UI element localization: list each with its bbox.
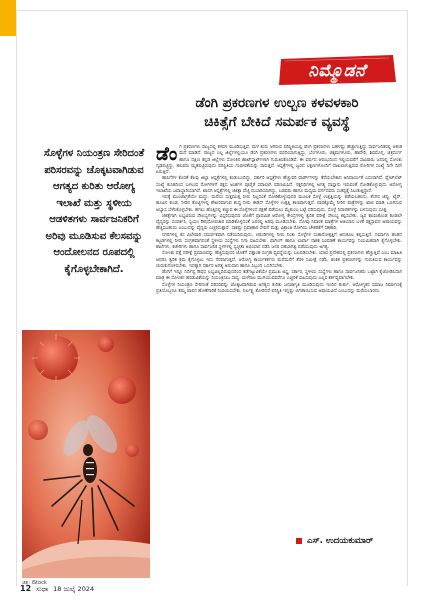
pull-quote: ಸೊಳ್ಳೆಗಳ ನಿಯಂತ್ರಣ ಸೇರಿದಂತೆ ಪರಿಸರವನ್ನು ಚೊಕ್ಕಟವಾಗಿಡುವ ಆಗತ್ಯದ ಕುರಿತು ಆರೋಗ್ಯ ಇಲಾಖೆ ಮತ್ತು ಸ್ಥಳೀಯ ಆಡಳಿತಗಳು ಸಾರ್ವಜನಿಕರಿಗೆ ಅರಿವು ಮೂಡಿಸುವ ಕೆಲಸವನ್ನು ಆಂದೋಲನದ ರೂಪದಲ್ಲಿ ಕೈಗೊಳ್ಳಬೇಕಾಗಿದೆ. xyxy=(43,148,145,275)
section-banner xyxy=(275,52,399,88)
article-paragraph: ಸೊಳ್ಳೆಗಳ ನಿಯಂತ್ರಣ ಸೇರಿದಂತೆ ಪರಿಸರವನ್ನು ಚೊಕ್ಕಟವಾಗಿಡುವ ಅಗತ್ಯದ ಕುರಿತು ಜನಜಾಗೃತಿ ಮೂಡಿಸುವುದು ಇಂದಿನ ತುರ್ತು. ಆರೋಗ್ಯಕರ ಸಮಾಜ ನಿರ್ಮಾಣಕ್ಕೆ ಪ್ರತಿಯೊಬ್ಬರೂ ತಮ್ಮ ಪಾಲಿನ ಹೊಣೆಗಾರಿಕೆ ನಿಭಾಯಿಸಬೇಕು. ನಿರ್ಲಕ್ಷ್ಯ ತೋರಿದರೆ ಪರಿಸ್ಥಿತಿ ಇನ್ನಷ್ಟು ಬಿಗಡಾಯಿಸುವ ಅಪಾಯವಿದೆ ಎಂಬುದನ್ನು ಮರೆಯಬಾರದು. xyxy=(156,282,402,294)
page-number: 12 xyxy=(20,584,32,593)
article-paragraph: ಸೋಂಕು ಪತ್ತೆ ಪರೀಕ್ಷೆ ಪ್ರಮಾಣವನ್ನು ಹೆಚ್ಚಿಸುವುದರ ಜೊತೆಗೆ ದತ್ತಾಂಶ ಸಂಗ್ರಹ ವ್ಯವಸ್ಥೆಯನ್ನು ಬಲಪಡಿಸಬೇಕು. ಯಾವ ಪ್ರದೇಶದಲ್ಲಿ ಪ್ರಕರಣಗಳು ಹೆಚ್ಚುತ್ತಿವೆ ಎಂಬ ಮಾಹಿತಿ ಆಧರಿಸಿ ತ್ವರಿತ ಕ್ರಮ ಕೈಗೊಳ್ಳಲು ಇದು ನೆರವಾಗುತ್ತದೆ. ಆರೋಗ್ಯ ಕಾರ್ಯಕರ್ತರು ಮನೆಮನೆಗೆ ತೆರಳಿ ಸಮೀಕ್ಷೆ ನಡೆಸಿ, ಶಂಕಿತ ಪ್ರಕರಣಗಳನ್ನು ಗುರುತಿಸುವ ಕಾರ್ಯವನ್ನು ಚುರುಕುಗೊಳಿಸಬೇಕು. ಇದಕ್ಕಾಗಿ ಸರ್ಕಾರ ಅಗತ್ಯ ಅನುದಾನ ಹಾಗೂ ಸಿಬ್ಬಂದಿ ಒದಗಿಸಬೇಕು. xyxy=(156,251,402,269)
article-headline xyxy=(150,94,404,132)
headline-line-2: ಚಿಕಿತ್ಸೆಗೆ ಬೇಕಿದೆ ಸಮರ್ಪಕ ವ್ಯವಸ್ಥೆ xyxy=(204,114,350,130)
article-paragraph: ಡೆಂಗಿ ಪ್ರಕರಣಗಳು ರಾಜ್ಯದಲ್ಲಿ ಕಳವಳ ಮೂಡಿಸುತ್ತಿವೆ. ಮಳೆ ಶುರು ಆಗಿರುವ ಪರಿಸ್ಥಿತಿಯಲ್ಲಿ ಡೆಂಗಿ ಪ್ರಕರಣಗಳು ಬಹಳಷ್ಟು ಹೆಚ್ಚಾಗುತ್ತಿದ್ದು ಸಾರ್ವಜನಿಕರಲ್ಲಿ ಆತಂಕ ಮನೆ ಮಾಡಿದೆ. ರಾಜ್ಯದ ಎಲ್ಲ ಜಿಲ್ಲೆಗಳಲ್ಲಿಯೂ ಡೆಂಗಿ ಪ್ರಕರಣಗಳು ವರದಿಯಾಗುತ್ತಿದ್ದು, ಬೆಂಗಳೂರು, ಚಿಕ್ಕಮಗಳೂರು, ಹಾವೇರಿ, ಶಿವಮೊಗ್ಗ, ಚಿತ್ರದುರ್ಗ ಹಾಗೂ ದಕ್ಷಿಣ ಕನ್ನಡ ಜಿಲ್ಲೆಗಳು ಸೋಂಕಿನ ಹಾಟ್‌ಸ್ಪಾಟ್‌ಗಳಾಗಿ ಗುರುತಿಸಿಕೊಂಡಿವೆ. ಈ ವರ್ಷದ ಆರಂಭದಿಂದ ಇಲ್ಲಿಯವರೆಗೆ ಸಾವಿರಾರು ಜನರಲ್ಲಿ ಸೋಂಕು ದೃಢಪಟ್ಟಿದ್ದು, ಹಲವರು ಮೃತಪಟ್ಟಿರುವುದು ಪರಿಸ್ಥಿತಿಯ ಗಂಭೀರತೆಯನ್ನು ಸಾರುತ್ತದೆ. ಆಸ್ಪತ್ರೆಗಳಲ್ಲಿ ಜ್ವರದ ಲಕ್ಷಣಗಳೊಂದಿಗೆ ದಾಖಲಾಗುತ್ತಿರುವ ರೋಗಿಗಳ ಸಂಖ್ಯೆ ದಿನೇ ದಿನೇ ಏರುತ್ತಿದೆ. xyxy=(156,145,402,175)
left-border xyxy=(16,10,17,586)
section-title: ನಿಮ್ಮೊಡನೆ xyxy=(308,61,366,81)
photo-credit: ಚಿತ್ರ: iStock xyxy=(22,580,47,586)
top-border xyxy=(16,10,408,11)
article-paragraph: ಚಿಕಿತ್ಸೆಗಾಗಿ ಲಭ್ಯವಿರುವ ಸೌಲಭ್ಯಗಳನ್ನು ವಿಸ್ತರಿಸುವುದರ ಜೊತೆಗೆ ಪ್ರಾಥಮಿಕ ಆರೋಗ್ಯ ಕೇಂದ್ರಗಳಲ್ಲಿ ತ್ವರಿತ ಪರೀಕ್ಷೆ ಸೌಲಭ್ಯ ಕಲ್ಪಿಸಬೇಕು. ಜ್ವರ ಕಾಣಿಸಿಕೊಂಡ ಕೂಡಲೇ ವೈದ್ಯರನ್ನು ಸಂಪರ್ಕಿಸಿ, ಸ್ವಯಂ ಔಷಧೋಪಚಾರ ಮಾಡಿಕೊಳ್ಳದಂತೆ ಜನರಲ್ಲಿ ಅರಿವು ಮೂಡಿಸಬೇಕು. ನೋವು ನಿವಾರಕ ಮಾತ್ರೆಗಳ ಅತಿಯಾದ ಬಳಕೆ ರಕ್ತಸ್ರಾವದ ಅಪಾಯವನ್ನು ಹೆಚ್ಚಿಸಬಹುದು ಎಂಬುದನ್ನು ವೈದ್ಯರು ಎಚ್ಚರಿಸುತ್ತಾರೆ. ಸಾಕಷ್ಟು ದ್ರವಾಹಾರ ಸೇವನೆ ಮತ್ತು ವಿಶ್ರಾಂತಿ ರೋಗಿಯ ಚೇತರಿಕೆಗೆ ಸಹಕಾರಿ. xyxy=(156,213,402,232)
author-name: ಎಸ್. ಉದಯಕುಮಾರ್ xyxy=(307,536,374,546)
headline-line-1: ಡೆಂಗಿ ಪ್ರಕರಣಗಳ ಉಲ್ಬಣ ಕಳವಳಕಾರಿ xyxy=(195,95,359,111)
drop-cap: ಡೆಂ xyxy=(156,145,178,165)
right-border xyxy=(407,10,408,586)
article-paragraph: ನಗರಗಳಲ್ಲಿ ಕಸ ವಿಲೇವಾರಿ ಸಮರ್ಪಕವಾಗಿ ನಡೆಯದಿರುವುದು, ಚರಂಡಿಗಳಲ್ಲಿ ನೀರು ನಿಂತು ಸೊಳ್ಳೆಗಳ ಸಂತಾನೋತ್ಪತ್ತಿಗೆ ಅನುಕೂಲ ಕಲ್ಪಿಸುತ್ತಿದೆ. ನಿರ್ಮಾಣ ಹಂತದ ಕಟ್ಟಡಗಳಲ್ಲಿ ನೀರು ಸಂಗ್ರಹವಾಗದಂತೆ ಸ್ಥಳೀಯ ಸಂಸ್ಥೆಗಳು ನಿಗಾ ವಹಿಸಬೇಕು. ಫಾಗಿಂಗ್ ಹಾಗೂ ಲಾರ್ವಾ ನಾಶಕ ಸಿಂಪಡಣೆ ಕಾರ್ಯವನ್ನು ನಿಯಮಿತವಾಗಿ ಕೈಗೊಳ್ಳಬೇಕು. ಶಾಲೆಗಳು, ಕಚೇರಿಗಳು ಹಾಗೂ ಸಾರ್ವಜನಿಕ ಸ್ಥಳಗಳಲ್ಲಿ ಸ್ವಚ್ಛತಾ ಅಭಿಯಾನ ನಡೆಸಿ ಜನರ ಸಹಭಾಗಿತ್ವ ಪಡೆಯುವುದು ಅಗತ್ಯ. xyxy=(156,232,402,250)
page-footer xyxy=(20,584,94,594)
article-paragraph: ಹಾಸಿಗೆಗಳ ಕೊರತೆ ಕೆಲವು ಜಿಲ್ಲಾ ಆಸ್ಪತ್ರೆಗಳಲ್ಲಿ ಕಂಡುಬಂದಿದ್ದು, ಸರ್ಕಾರಿ ಆಸ್ಪತ್ರೆಗಳು ಹೆಚ್ಚುವರಿ ವಾರ್ಡ್‌ಗಳನ್ನು ತೆರೆಯಬೇಕಾದ ಅನಿವಾರ್ಯತೆ ಎದುರಾಗಿದೆ. ಪ್ಲೇಟ್‌ಲೆಟ್ ಸಂಖ್ಯೆ ಕುಸಿತದಿಂದ ಬಳಲುವ ರೋಗಿಗಳಿಗೆ ರಕ್ತದ ಅಂಶಗಳ ಪೂರೈಕೆ ಸವಾಲಾಗಿ ಪರಿಣಮಿಸಿದೆ. ರಕ್ತನಿಧಿಗಳಲ್ಲಿ ಅಗತ್ಯ ದಾಸ್ತಾನು ಇರುವಂತೆ ನೋಡಿಕೊಳ್ಳುವುದು ಆರೋಗ್ಯ ಇಲಾಖೆಯ ಜವಾಬ್ದಾರಿಯಾಗಿದೆ. ಖಾಸಗಿ ಆಸ್ಪತ್ರೆಗಳಲ್ಲಿ ಚಿಕಿತ್ಸಾ ವೆಚ್ಚ ದುಬಾರಿಯಾಗಿದ್ದು, ಬಡವರು ಹಾಗೂ ಮಧ್ಯಮ ವರ್ಗದವರು ಸಂಕಷ್ಟಕ್ಕೆ ಸಿಲುಕುತ್ತಿದ್ದಾರೆ. xyxy=(156,176,402,194)
dengue-mosquito-photo xyxy=(22,330,150,578)
article-paragraph: ಇದಕ್ಕೆ ಮುಂಜಾಗ್ರತೆಯೇ ಮದ್ದು. ಮನೆಯ ಸುತ್ತಮುತ್ತ ನೀರು ನಿಲ್ಲದಂತೆ ನೋಡಿಕೊಳ್ಳುವುದರ ಮೂಲಕ ಸೊಳ್ಳೆ ಉತ್ಪತ್ತಿಯನ್ನು ತಡೆಯಬಹುದು. ತೆಂಗಿನ ಚಿಪ್ಪು, ಟೈರ್, ಹೂವಿನ ಕುಂಡ, ನೀರಿನ ತೊಟ್ಟಿಗಳಲ್ಲಿ ಶೇಖರವಾಗುವ ಶುದ್ಧ ನೀರು ಈಡಿಸ್ ಸೊಳ್ಳೆಗಳ ಉತ್ಪತ್ತಿ ತಾಣವಾಗುತ್ತದೆ. ವಾರಕ್ಕೊಮ್ಮೆ ನೀರಿನ ಪಾತ್ರೆಗಳನ್ನು ಖಾಲಿ ಮಾಡಿ ಒಣಗಿಸುವ ಅಭ್ಯಾಸ ಬೆಳೆಸಿಕೊಳ್ಳಬೇಕು. ಹಗಲು ಹೊತ್ತಿನಲ್ಲಿ ಕಚ್ಚುವ ಈ ಸೊಳ್ಳೆಗಳಿಂದ ರಕ್ಷಣೆ ಪಡೆಯಲು ಮೈತುಂಬ ಬಟ್ಟೆ ಧರಿಸುವುದು, ಸೊಳ್ಳೆ ನಿವಾರಕಗಳನ್ನು ಬಳಸುವುದು ಸೂಕ್ತ. xyxy=(156,195,402,213)
article-body xyxy=(156,145,402,543)
article-paragraph: ಡೆಂಗಿಗೆ ಇನ್ನೂ ನಿರ್ದಿಷ್ಟ ಔಷಧ ಲಭ್ಯವಿಲ್ಲದಿರುವುದರಿಂದ ತಡೆಗಟ್ಟುವಿಕೆಯೇ ಪ್ರಮುಖ ಅಸ್ತ್ರ. ಸರ್ಕಾರ, ಸ್ಥಳೀಯ ಸಂಸ್ಥೆಗಳು ಹಾಗೂ ಸಾರ್ವಜನಿಕರು ಒಟ್ಟಾಗಿ ಕೈಜೋಡಿಸಿದಾಗ ಮಾತ್ರ ಈ ಸೋಂಕಿನ ಹರಡುವಿಕೆಯನ್ನು ನಿಯಂತ್ರಿಸಲು ಸಾಧ್ಯ. ಮಳೆಗಾಲ ಮುಗಿಯುವವರೆಗೂ ಎಚ್ಚರಿಕೆ ವಹಿಸುವುದು ಎಲ್ಲರ ಕರ್ತವ್ಯವಾಗಬೇಕು. xyxy=(156,270,402,282)
author-byline xyxy=(296,536,373,546)
issue-date: 18 ಜುಲೈ 2024 xyxy=(53,585,95,593)
author-marker-square xyxy=(296,538,302,544)
publication-name: ಸುಧಾ xyxy=(36,585,49,593)
corner-accent-block xyxy=(0,0,16,36)
